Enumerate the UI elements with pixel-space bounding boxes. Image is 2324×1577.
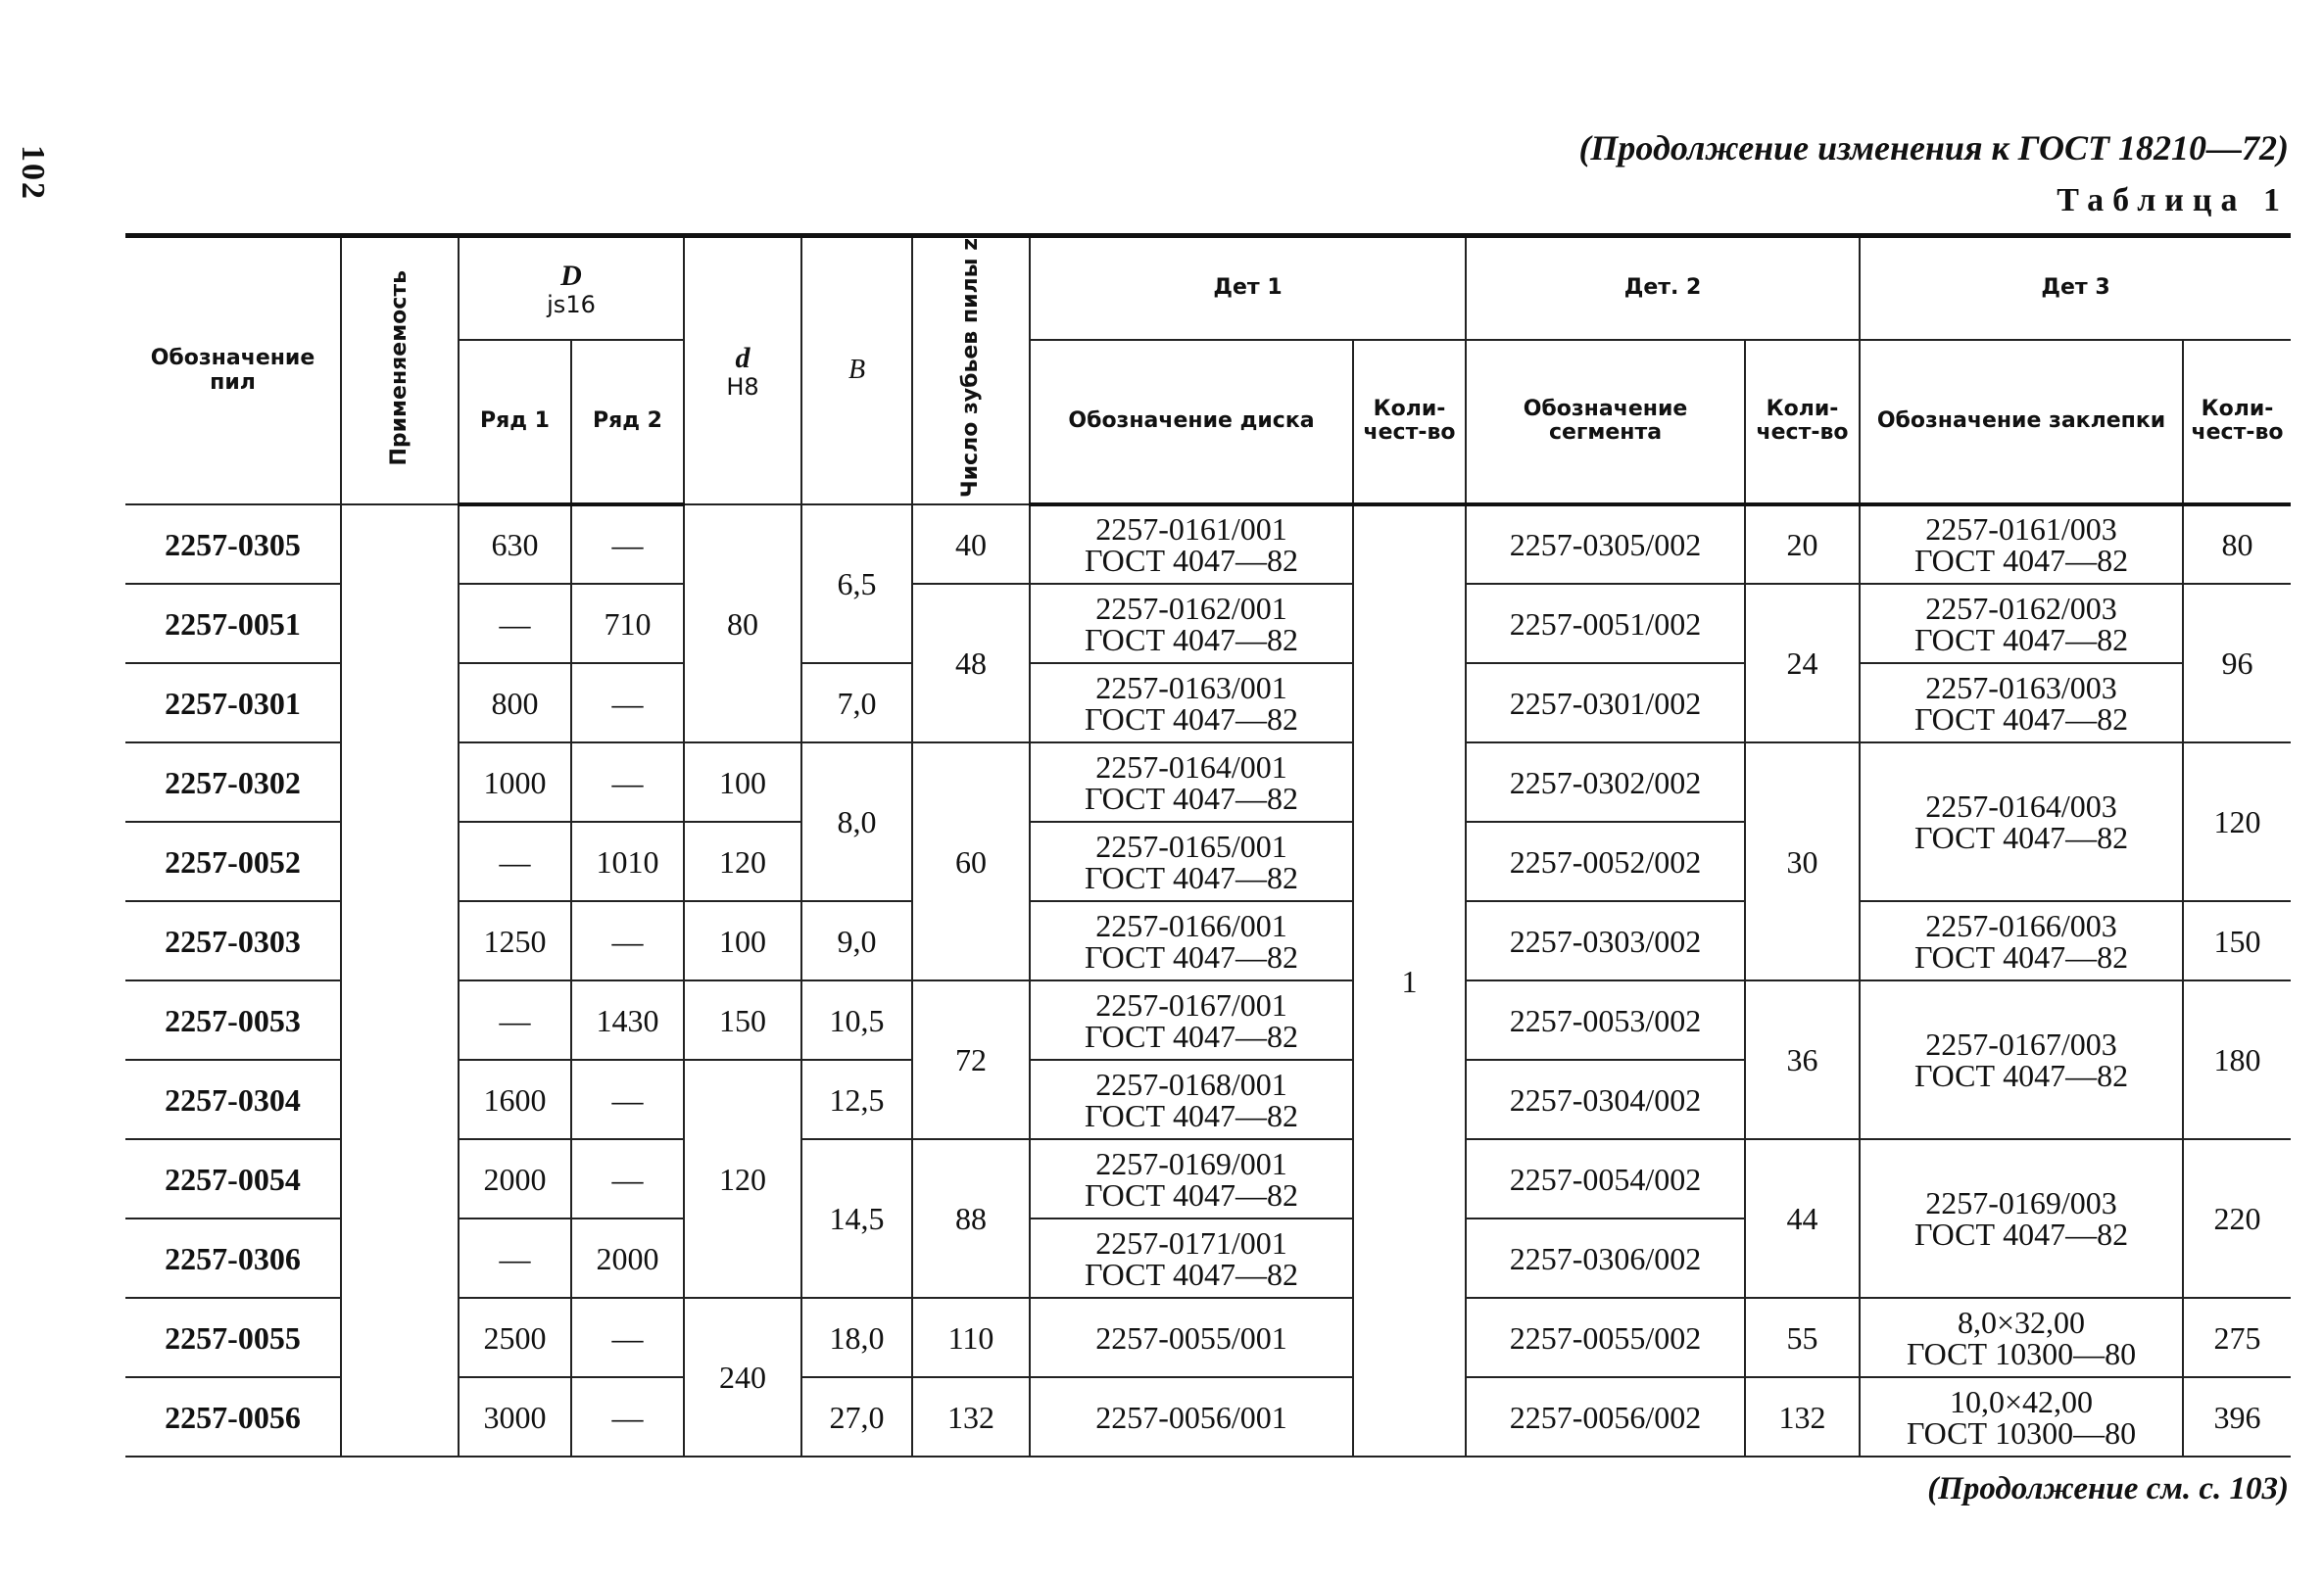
disk-code: 2257-0164/001 ГОСТ 4047—82 xyxy=(1030,742,1353,822)
saw-code: 2257-0054 xyxy=(125,1139,341,1219)
applicability-label: Применяемость xyxy=(386,269,412,466)
col-header-det3: Дет 3 xyxy=(1860,236,2291,340)
D-row1: — xyxy=(459,1219,571,1298)
d-value: 100 xyxy=(684,901,801,980)
teeth-value: 72 xyxy=(912,980,1030,1139)
teeth-value: 132 xyxy=(912,1377,1030,1457)
saw-code: 2257-0302 xyxy=(125,742,341,822)
saw-code: 2257-0055 xyxy=(125,1298,341,1377)
rivet-qty: 120 xyxy=(2183,742,2291,901)
rivet-qty: 220 xyxy=(2183,1139,2291,1298)
col-header-det2: Дет. 2 xyxy=(1466,236,1860,340)
col-header-B: B xyxy=(801,236,912,505)
segment-code: 2257-0056/002 xyxy=(1466,1377,1745,1457)
segment-qty: 132 xyxy=(1745,1377,1860,1457)
D-row2: — xyxy=(571,742,684,822)
d-value: 100 xyxy=(684,742,801,822)
rivet-qty: 396 xyxy=(2183,1377,2291,1457)
d-value: 80 xyxy=(684,504,801,742)
saw-code: 2257-0304 xyxy=(125,1060,341,1139)
D-row1: 800 xyxy=(459,663,571,742)
B-value: 14,5 xyxy=(801,1139,912,1298)
segment-qty: 36 xyxy=(1745,980,1860,1139)
col-header-row1: Ряд 1 xyxy=(459,340,571,505)
B-value: 10,5 xyxy=(801,980,912,1060)
col-header-disk-qty: Коли-чест-во xyxy=(1353,340,1466,505)
teeth-value: 88 xyxy=(912,1139,1030,1298)
col-header-det1: Дет 1 xyxy=(1030,236,1466,340)
disk-code: 2257-0055/001 xyxy=(1030,1298,1353,1377)
header-row-top xyxy=(125,236,2291,340)
d-value: 120 xyxy=(684,1060,801,1298)
rivet-code: 2257-0162/003 ГОСТ 4047—82 xyxy=(1860,584,2183,663)
D-row1: — xyxy=(459,584,571,663)
rivet-code: 2257-0169/003 ГОСТ 4047—82 xyxy=(1860,1139,2183,1298)
D-row1: 1600 xyxy=(459,1060,571,1139)
D-row2: — xyxy=(571,1377,684,1457)
saw-code: 2257-0301 xyxy=(125,663,341,742)
segment-code: 2257-0302/002 xyxy=(1466,742,1745,822)
col-header-teeth xyxy=(912,236,1030,505)
D-row2: — xyxy=(571,1060,684,1139)
continuation-footer: (Продолжение см. с. 103) xyxy=(1927,1471,2289,1506)
segment-qty: 30 xyxy=(1745,742,1860,980)
col-header-saw: Обозначение пил xyxy=(125,236,341,505)
rivet-code: 2257-0163/003 ГОСТ 4047—82 xyxy=(1860,663,2183,742)
D-row1: 1250 xyxy=(459,901,571,980)
segment-code: 2257-0304/002 xyxy=(1466,1060,1745,1139)
D-row1: 1000 xyxy=(459,742,571,822)
rivet-qty: 80 xyxy=(2183,504,2291,584)
disk-code: 2257-0168/001 ГОСТ 4047—82 xyxy=(1030,1060,1353,1139)
segment-qty: 20 xyxy=(1745,504,1860,584)
col-header-d xyxy=(684,236,801,505)
segment-code: 2257-0054/002 xyxy=(1466,1139,1745,1219)
rivet-code: 2257-0161/003 ГОСТ 4047—82 xyxy=(1860,504,2183,584)
disk-code: 2257-0163/001 ГОСТ 4047—82 xyxy=(1030,663,1353,742)
teeth-value: 40 xyxy=(912,504,1030,584)
disk-qty: 1 xyxy=(1353,504,1466,1457)
col-header-D xyxy=(459,236,684,340)
rivet-qty: 150 xyxy=(2183,901,2291,980)
D-row2: — xyxy=(571,663,684,742)
page-number: 102 xyxy=(15,145,51,201)
B-value: 27,0 xyxy=(801,1377,912,1457)
segment-qty: 44 xyxy=(1745,1139,1860,1298)
rivet-qty: 275 xyxy=(2183,1298,2291,1377)
table-label: Таблица 1 xyxy=(2057,182,2289,218)
D-row2: 1430 xyxy=(571,980,684,1060)
B-value: 6,5 xyxy=(801,504,912,663)
applicability-cell xyxy=(341,504,459,1457)
teeth-value: 48 xyxy=(912,584,1030,742)
segment-code: 2257-0303/002 xyxy=(1466,901,1745,980)
col-header-segment-qty: Коли-чест-во xyxy=(1745,340,1860,505)
D-symbol: D xyxy=(560,259,582,292)
B-value: 18,0 xyxy=(801,1298,912,1377)
D-row2: — xyxy=(571,1139,684,1219)
continuation-title: (Продолжение изменения к ГОСТ 18210—72) xyxy=(1578,128,2289,167)
d-symbol: d xyxy=(735,341,750,374)
D-row2: — xyxy=(571,504,684,584)
segment-code: 2257-0306/002 xyxy=(1466,1219,1745,1298)
segment-code: 2257-0052/002 xyxy=(1466,822,1745,901)
col-header-disk: Обозначение диска xyxy=(1030,340,1353,505)
disk-code: 2257-0166/001 ГОСТ 4047—82 xyxy=(1030,901,1353,980)
disk-code: 2257-0169/001 ГОСТ 4047—82 xyxy=(1030,1139,1353,1219)
disk-code: 2257-0162/001 ГОСТ 4047—82 xyxy=(1030,584,1353,663)
segment-code: 2257-0053/002 xyxy=(1466,980,1745,1060)
rivet-code: 10,0×42,00 ГОСТ 10300—80 xyxy=(1860,1377,2183,1457)
saw-code: 2257-0303 xyxy=(125,901,341,980)
d-tolerance: H8 xyxy=(726,372,759,401)
d-value: 150 xyxy=(684,980,801,1060)
D-row1: — xyxy=(459,822,571,901)
saw-code: 2257-0305 xyxy=(125,504,341,584)
B-value: 12,5 xyxy=(801,1060,912,1139)
segment-qty: 24 xyxy=(1745,584,1860,742)
col-header-segment: Обозначение сегмента xyxy=(1466,340,1745,505)
saw-code: 2257-0052 xyxy=(125,822,341,901)
B-value: 8,0 xyxy=(801,742,912,901)
segment-code: 2257-0051/002 xyxy=(1466,584,1745,663)
D-tolerance: js16 xyxy=(547,290,596,318)
rivet-code: 8,0×32,00 ГОСТ 10300—80 xyxy=(1860,1298,2183,1377)
col-header-row2: Ряд 2 xyxy=(571,340,684,505)
segment-code: 2257-0305/002 xyxy=(1466,504,1745,584)
B-value: 9,0 xyxy=(801,901,912,980)
saw-code: 2257-0053 xyxy=(125,980,341,1060)
teeth-label: Число зубьев пилы z xyxy=(958,238,984,499)
disk-code: 2257-0167/001 ГОСТ 4047—82 xyxy=(1030,980,1353,1060)
D-row2: 1010 xyxy=(571,822,684,901)
teeth-value: 60 xyxy=(912,742,1030,980)
disk-code: 2257-0171/001 ГОСТ 4047—82 xyxy=(1030,1219,1353,1298)
col-header-rivet: Обозначение заклепки xyxy=(1860,340,2183,505)
segment-qty: 55 xyxy=(1745,1298,1860,1377)
D-row2: — xyxy=(571,1298,684,1377)
rivet-qty: 96 xyxy=(2183,584,2291,742)
saw-code: 2257-0051 xyxy=(125,584,341,663)
saw-code: 2257-0306 xyxy=(125,1219,341,1298)
rivet-code: 2257-0167/003 ГОСТ 4047—82 xyxy=(1860,980,2183,1139)
disk-code: 2257-0165/001 ГОСТ 4047—82 xyxy=(1030,822,1353,901)
disk-code: 2257-0161/001 ГОСТ 4047—82 xyxy=(1030,504,1353,584)
D-row1: — xyxy=(459,980,571,1060)
rivet-code: 2257-0164/003 ГОСТ 4047—82 xyxy=(1860,742,2183,901)
disk-code: 2257-0056/001 xyxy=(1030,1377,1353,1457)
page-header xyxy=(1578,127,2289,219)
data-table xyxy=(125,233,2291,1458)
D-row1: 2500 xyxy=(459,1298,571,1377)
saw-code: 2257-0056 xyxy=(125,1377,341,1457)
D-row2: 710 xyxy=(571,584,684,663)
d-value: 240 xyxy=(684,1298,801,1457)
segment-code: 2257-0301/002 xyxy=(1466,663,1745,742)
D-row1: 2000 xyxy=(459,1139,571,1219)
D-row1: 630 xyxy=(459,504,571,584)
table-row xyxy=(125,504,2291,584)
D-row2: — xyxy=(571,901,684,980)
col-header-applicability xyxy=(341,236,459,505)
col-header-rivet-qty: Коли-чест-во xyxy=(2183,340,2291,505)
segment-code: 2257-0055/002 xyxy=(1466,1298,1745,1377)
D-row2: 2000 xyxy=(571,1219,684,1298)
rivet-qty: 180 xyxy=(2183,980,2291,1139)
rivet-code: 2257-0166/003 ГОСТ 4047—82 xyxy=(1860,901,2183,980)
B-value: 7,0 xyxy=(801,663,912,742)
teeth-value: 110 xyxy=(912,1298,1030,1377)
D-row1: 3000 xyxy=(459,1377,571,1457)
d-value: 120 xyxy=(684,822,801,901)
